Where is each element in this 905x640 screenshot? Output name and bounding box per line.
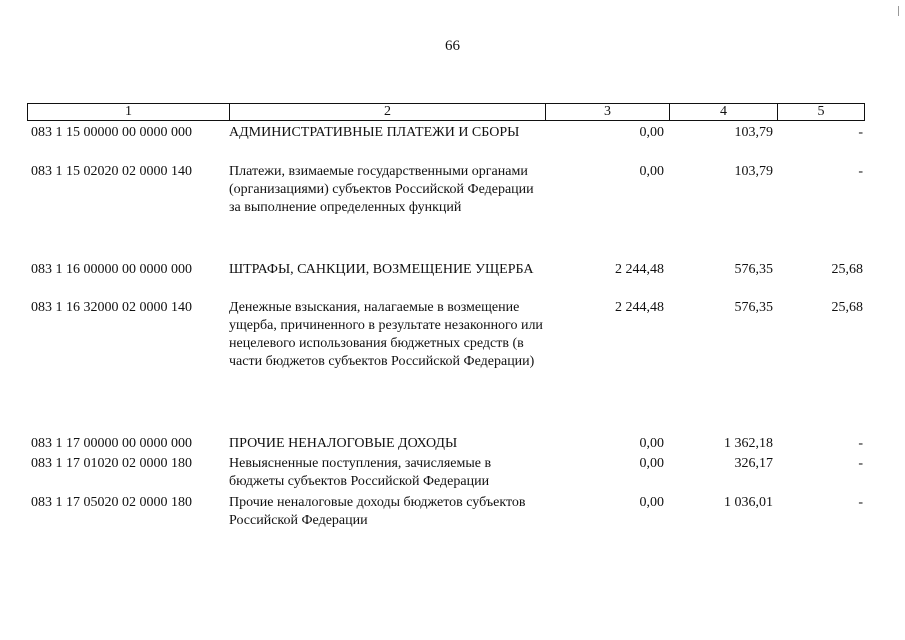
row-name: Денежные взыскания, налагаемые в возмещение ущерба, причиненного в результате незаконного или нецелевого использования бюджетных средств (в части бюджетов субъектов Российской Федерации) bbox=[229, 300, 543, 369]
row-col3: 2 244,48 bbox=[615, 300, 664, 315]
row-col4: 103,79 bbox=[734, 125, 773, 140]
row-name: Прочие неналоговые доходы бюджетов субъектов Российской Федерации bbox=[229, 495, 526, 528]
row-code: 083 1 15 00000 00 0000 000 bbox=[31, 125, 192, 140]
row-col3: 0,00 bbox=[639, 125, 664, 140]
row-col3: 2 244,48 bbox=[615, 262, 664, 277]
row-col3: 0,00 bbox=[639, 495, 664, 510]
row-col3: 0,00 bbox=[639, 436, 664, 451]
row-name: АДМИНИСТРАТИВНЫЕ ПЛАТЕЖИ И СБОРЫ bbox=[229, 125, 520, 140]
row-code: 083 1 16 00000 00 0000 000 bbox=[31, 262, 192, 277]
row-name: ПРОЧИЕ НЕНАЛОГОВЫЕ ДОХОДЫ bbox=[229, 436, 458, 451]
page-number: 66 bbox=[445, 38, 460, 54]
header-col-3: 3 bbox=[545, 104, 669, 120]
header-col-2: 2 bbox=[229, 104, 545, 120]
header-col-5: 5 bbox=[777, 104, 864, 120]
row-col4: 1 036,01 bbox=[724, 495, 773, 510]
row-col5: - bbox=[858, 436, 863, 451]
row-col4: 103,79 bbox=[734, 164, 773, 179]
row-col5: - bbox=[858, 164, 863, 179]
row-name: Невыясненные поступления, зачисляемые в бюджеты субъектов Российской Федерации bbox=[229, 456, 492, 489]
row-col4: 576,35 bbox=[734, 262, 773, 277]
margin-mark bbox=[898, 6, 899, 16]
row-name: ШТРАФЫ, САНКЦИИ, ВОЗМЕЩЕНИЕ УЩЕРБА bbox=[229, 262, 534, 277]
row-col5: - bbox=[858, 495, 863, 510]
row-code: 083 1 15 02020 02 0000 140 bbox=[31, 164, 192, 179]
row-name: Платежи, взимаемые государственными органами (организациями) субъектов Российской Федерации за выполнение определенных функций bbox=[229, 164, 534, 215]
row-col4: 576,35 bbox=[734, 300, 773, 315]
row-code: 083 1 16 32000 02 0000 140 bbox=[31, 300, 192, 315]
row-col5: 25,68 bbox=[831, 262, 863, 277]
row-code: 083 1 17 01020 02 0000 180 bbox=[31, 456, 192, 471]
row-code: 083 1 17 00000 00 0000 000 bbox=[31, 436, 192, 451]
row-col5: 25,68 bbox=[831, 300, 863, 315]
header-col-4: 4 bbox=[669, 104, 777, 120]
row-code: 083 1 17 05020 02 0000 180 bbox=[31, 495, 192, 510]
row-col3: 0,00 bbox=[639, 164, 664, 179]
table-header bbox=[27, 103, 865, 121]
header-col-1: 1 bbox=[125, 104, 132, 119]
row-col4: 1 362,18 bbox=[724, 436, 773, 451]
row-col3: 0,00 bbox=[639, 456, 664, 471]
row-col5: - bbox=[858, 125, 863, 140]
row-col5: - bbox=[858, 456, 863, 471]
row-col4: 326,17 bbox=[734, 456, 773, 471]
